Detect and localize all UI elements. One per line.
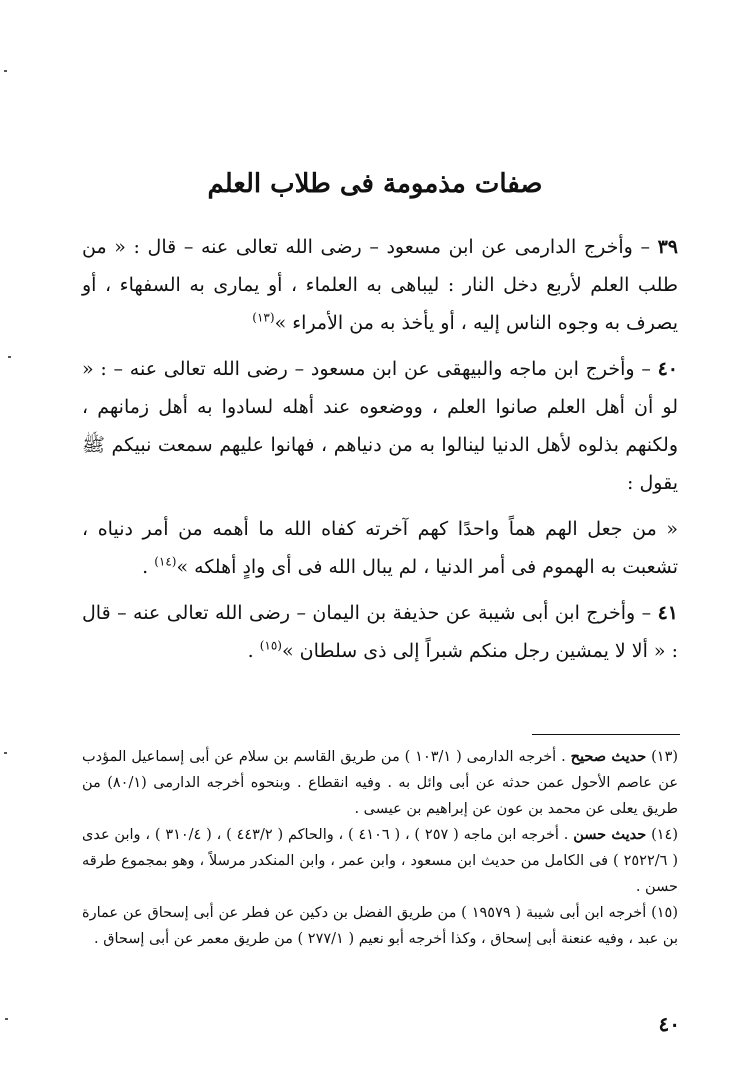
footnote-label: (١٤)	[651, 827, 678, 843]
chapter-title: صفات مذمومة فى طلاب العلم	[207, 169, 543, 199]
main-text	[82, 228, 678, 678]
footnote-13	[82, 744, 678, 822]
hadith-number: ٣٩	[657, 236, 679, 258]
hadith-grade: حديث صحيح	[570, 748, 647, 765]
footnote-14	[82, 822, 678, 900]
footnote-text: . أخرجه ابن ماجه ( ٢٥٧ ) ، ( ٤١٠٦ ) ، والحاكم ( ٤٤٣/٢ ) ، ( ٣١٠/٤ ) ، وابن عدى ( ٢٥٢٢/٦ ) فى الكامل من حديث ابن مسعود ، وابن عمر ، وابن المنكدر مرسلاً ، وهو بمجموع طرقه حسن .	[82, 827, 678, 895]
paragraph-text: – وأخرج الدارمى عن ابن مسعود – رضى الله تعالى عنه – قال : « من طلب العلم لأربع دخل النار : ليباهى به العلماء ، أو يمارى به السفهاء ، أو يصرف به وجوه الناس إليه ، أو يأخذ به من الأمراء »	[82, 236, 678, 334]
hadith-number: ٤٠	[657, 358, 679, 380]
paragraph-end: .	[142, 556, 155, 578]
hadith-grade: حديث حسن	[573, 826, 647, 843]
footnote-label: (١٥)	[651, 905, 679, 921]
footnote-ref: (١٤)	[154, 554, 177, 569]
scan-speck	[8, 356, 11, 358]
paragraph-39	[82, 228, 678, 342]
scan-speck	[4, 70, 7, 72]
paragraph-40	[82, 350, 678, 502]
paragraph-text: – وأخرج ابن أبى شيبة عن حذيفة بن اليمان – رضى الله تعالى عنه – قال : « ألا لا يمشين رجل منكم شبراً إلى ذى سلطان »	[82, 602, 678, 662]
paragraph-text: « من جعل الهم هماً واحدًا كهم آخرته كفاه الله ما أهمه من أمر دنياه ، تشعبت به الهموم فى أمر الدنيا ، لم يبال الله فى أى وادٍ أهلكه »	[82, 518, 678, 578]
footnote-divider	[532, 734, 680, 735]
hadith-number: ٤١	[657, 602, 678, 624]
scan-speck	[5, 1018, 8, 1020]
paragraph-40-quote	[82, 510, 678, 586]
page-number: ٤٠	[658, 1012, 680, 1036]
footnote-ref: (١٣)	[252, 310, 275, 325]
footnote-15	[82, 900, 678, 952]
paragraph-41	[82, 594, 678, 670]
paragraph-end: .	[247, 640, 260, 662]
scan-speck	[4, 752, 7, 754]
footnote-label: (١٣)	[651, 749, 679, 765]
paragraph-text: – وأخرج ابن ماجه والبيهقى عن ابن مسعود – رضى الله تعالى عنه – : « لو أن أهل العلم صانوا العلم ، ووضعوه عند أهله لسادوا به أهل زمانهم ، ولكنهم بذلوه لأهل الدنيا لينالوا به من دنياهم ، فهانوا عليهم سمعت نبيكم ﷺ يقول :	[82, 358, 678, 494]
footnote-ref: (١٥)	[259, 638, 282, 653]
footnote-text: أخرجه ابن أبى شيبة ( ١٩٥٧٩ ) من طريق الفضل بن دكين عن فطر عن أبى إسحاق عن عمارة بن عبد ، وفيه عنعنة أبى إسحاق ، وكذا أخرجه أبو نعيم ( ٢٧٧/١ ) من طريق معمر عن أبى إسحاق .	[82, 905, 678, 947]
footnote-text: . أخرجه الدارمى ( ١٠٣/١ ) من طريق القاسم بن سلام عن أبى إسماعيل المؤدب عن عاصم الأحول عمن حدثه عن أبى وائل به . وفيه انقطاع . وبنحوه أخرجه الدارمى (٨٠/١) من طريق يعلى عن محمد بن عون عن إبراهيم بن عيسى .	[82, 749, 678, 817]
footnotes	[82, 744, 678, 952]
